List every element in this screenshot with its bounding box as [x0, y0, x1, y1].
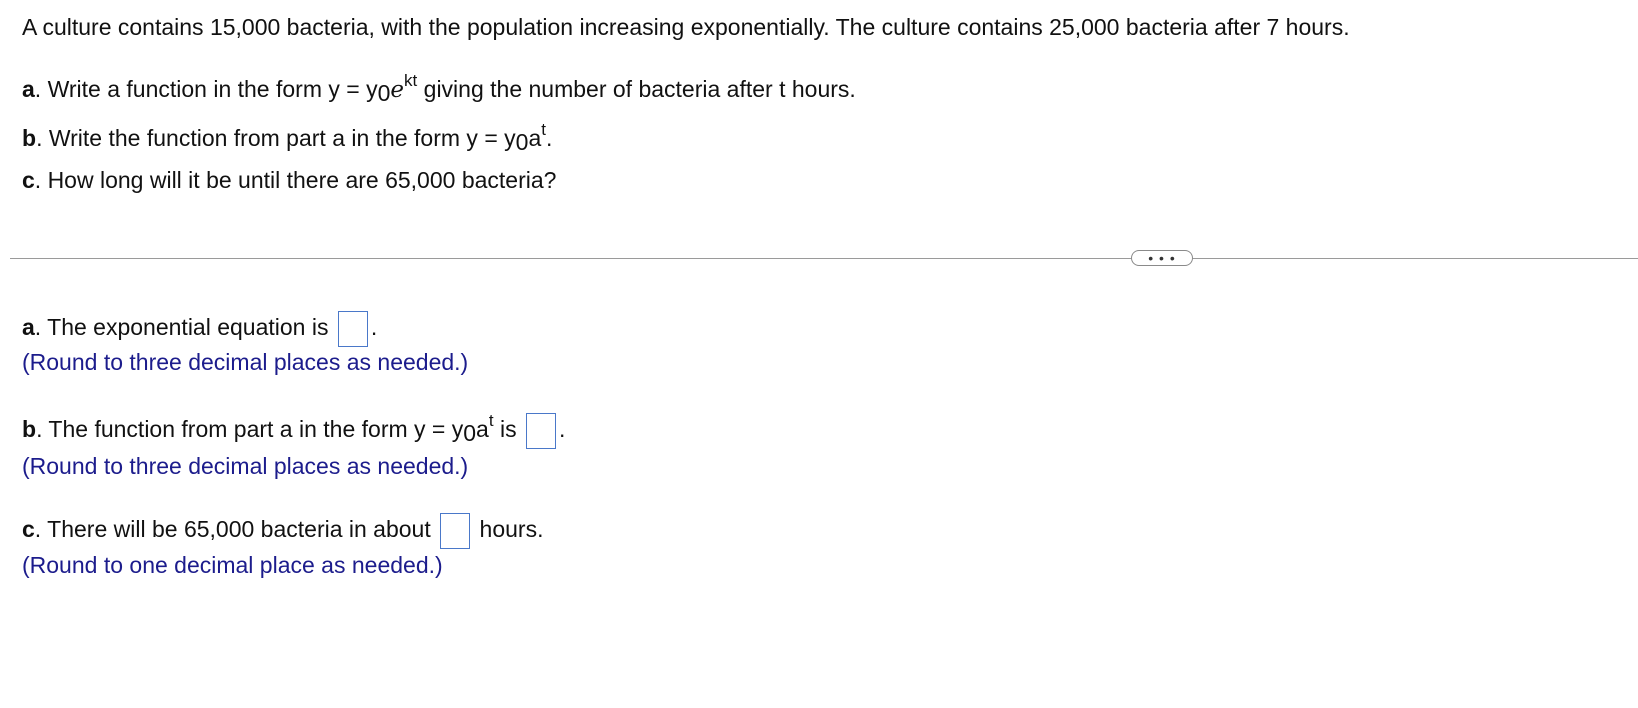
part-b-subscript: 0 [515, 129, 529, 155]
part-a-letter: a [22, 76, 35, 102]
part-b-exponent: t [541, 120, 546, 139]
answer-c-hint: (Round to one decimal place as needed.) [22, 552, 443, 578]
answer-a-row [22, 311, 377, 347]
more-options-button[interactable]: • • • [1131, 250, 1193, 266]
part-a-base: e [390, 77, 405, 103]
problem-part-c [22, 166, 556, 194]
answer-a-suffix: . [370, 314, 378, 341]
answer-c-prompt: . There will be 65,000 bacteria in about [34, 516, 431, 543]
answer-c-input[interactable] [440, 513, 470, 549]
answer-a-prompt: . The exponential equation is [34, 314, 329, 341]
section-divider [10, 258, 1638, 259]
answer-b-base: a [476, 416, 489, 443]
answer-b-exponent: t [488, 411, 494, 431]
answer-c-suffix: hours. [479, 516, 544, 543]
part-b-letter: b [22, 125, 37, 151]
answer-b-prompt-before: . The function from part a in the form y = y [36, 416, 464, 443]
problem-part-a [22, 71, 856, 106]
answer-a-letter: a [22, 314, 35, 341]
part-b-text-before: . Write the function from part a in the form y = y [36, 125, 516, 151]
problem-intro: A culture contains 15,000 bacteria, with the population increasing exponentially. The culture contains 25,000 bacteria after 7 hours. [22, 14, 1350, 40]
part-a-text-before: . Write a function in the form y = y [34, 76, 378, 102]
part-c-letter: c [22, 167, 35, 193]
answer-b-prompt-after: is [493, 416, 517, 443]
answer-c-row [22, 513, 543, 549]
part-a-subscript: 0 [377, 80, 391, 106]
answer-b-hint: (Round to three decimal places as needed.) [22, 453, 469, 479]
problem-part-b [22, 120, 553, 155]
part-a-exponent: kt [404, 71, 418, 90]
answer-c-letter: c [22, 516, 35, 543]
answer-b-row [22, 413, 565, 449]
part-a-text-after: giving the number of bacteria after t hours. [417, 76, 856, 102]
part-b-text-after: . [545, 125, 553, 151]
answer-a-hint: (Round to three decimal places as needed.) [22, 349, 469, 375]
answer-b-letter: b [22, 416, 37, 443]
answer-b-subscript: 0 [463, 420, 477, 447]
answer-b-suffix: . [558, 416, 566, 443]
part-c-text: . How long will it be until there are 65,000 bacteria? [34, 167, 557, 193]
part-b-base: a [528, 125, 542, 151]
answer-b-input[interactable] [526, 413, 556, 449]
answer-a-input[interactable] [338, 311, 368, 347]
